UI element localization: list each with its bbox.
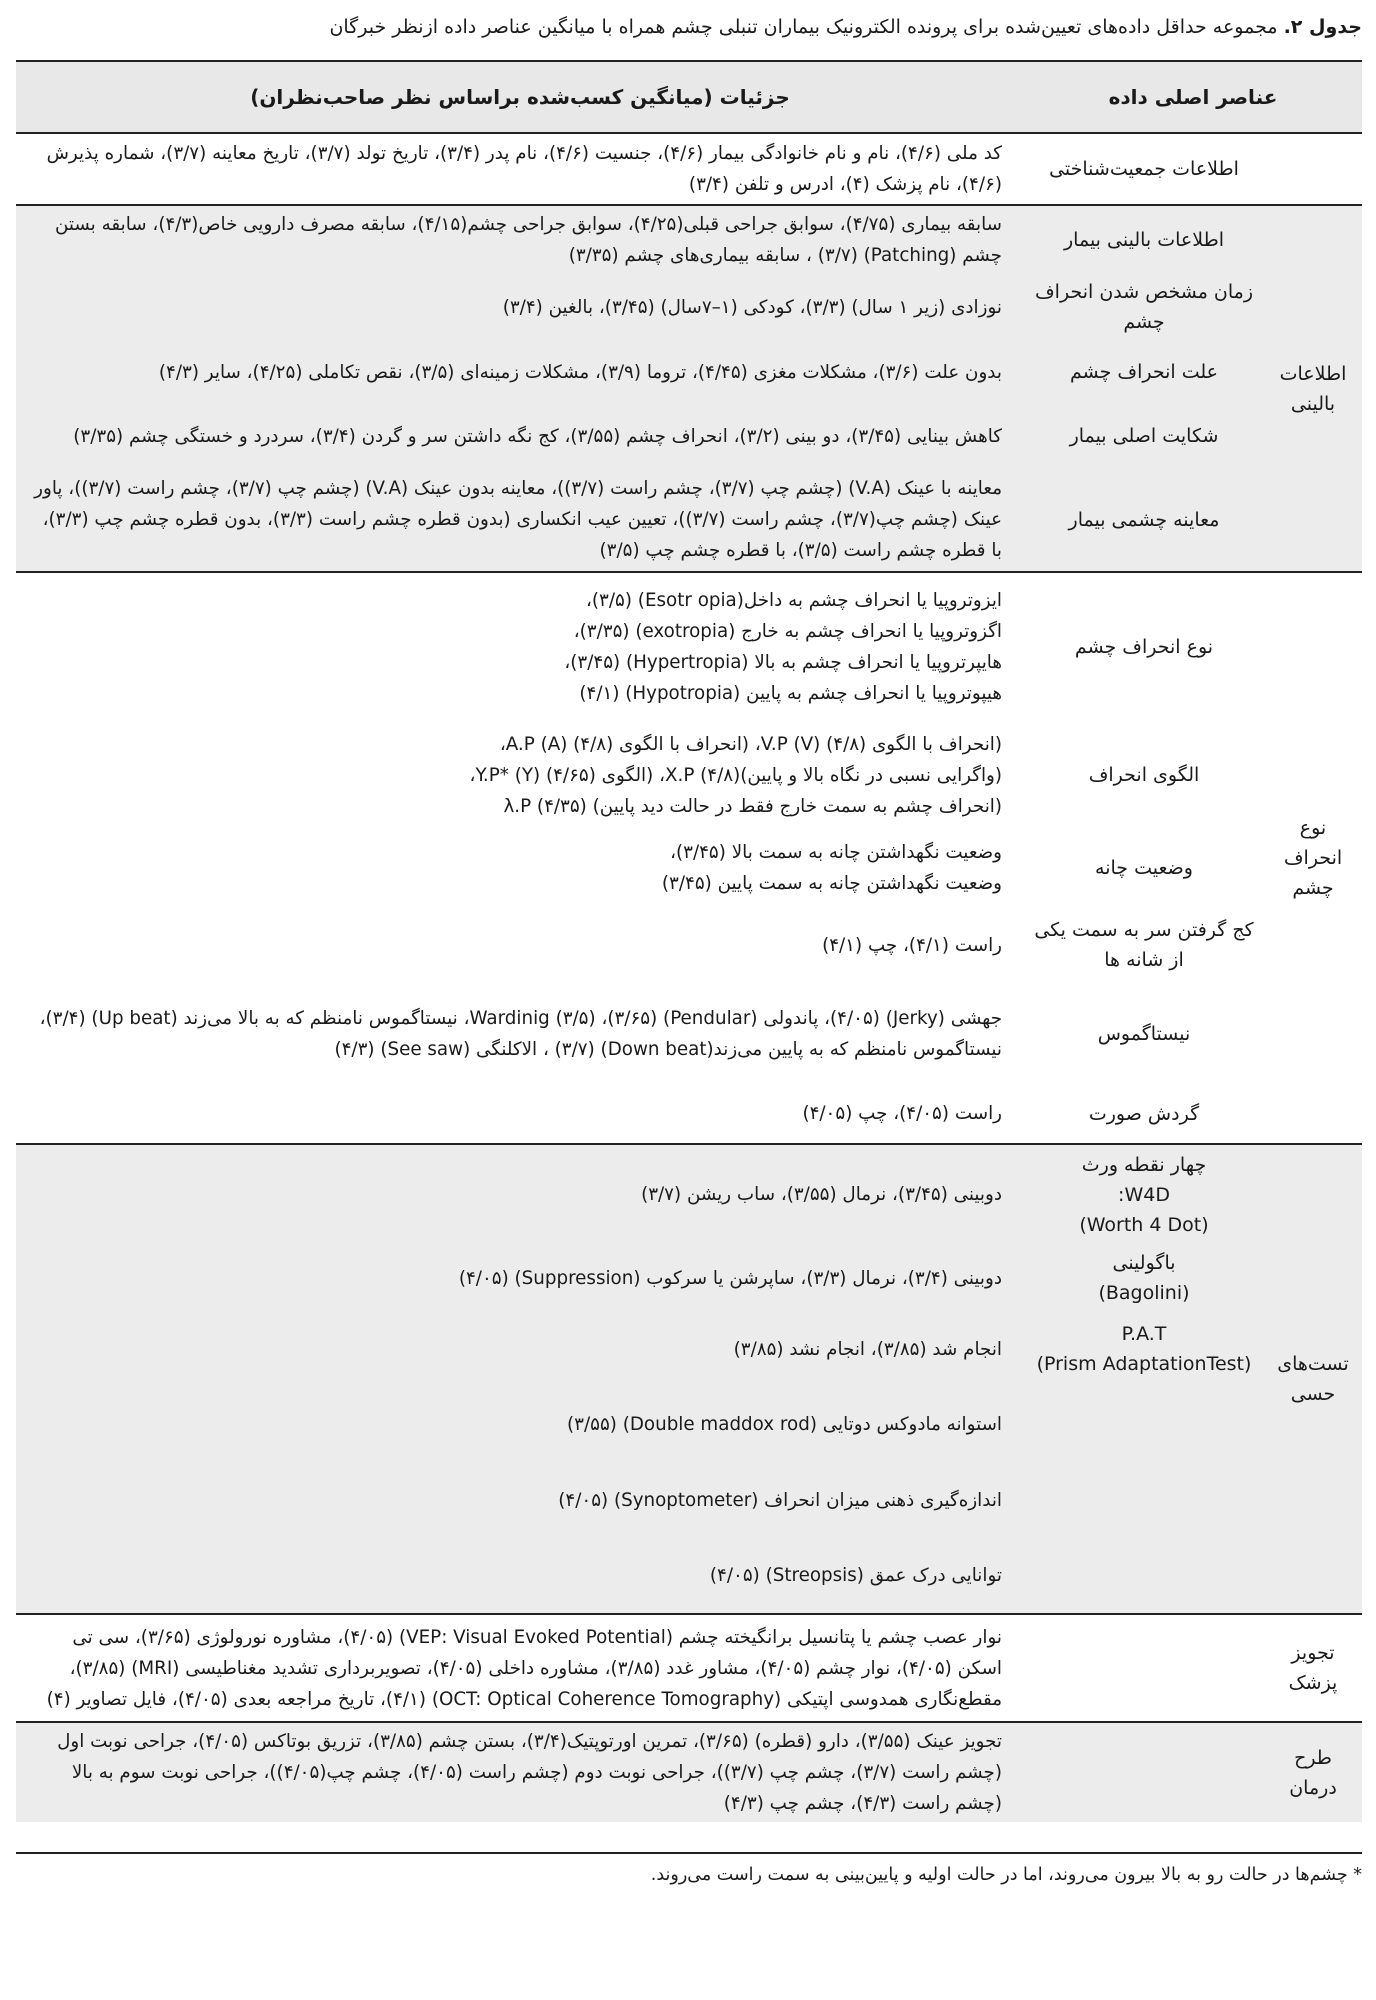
table-row [16, 906, 1362, 984]
details-cell: راست (۴/۰۵)، چپ (۴/۰۵) [802, 1103, 1002, 1124]
details-cell: نوار عصب چشم یا پتانسیل برانگیخته چشم (VEP: Visual Evoked Potential) (۴/۰۵)، مشاوره نورولوژی (۳/۶۵)، سی تی اسکن (۴/۰۵)، نوار چشم (۴/۰۵)، مشاور غدد (۳/۸۵)، مشاوره داخلی (۴/۰۵)، تصویربرداری تشدید مغناطیسی (MRI) (۳/۸۵)، مقطع‌نگاری همدوسی اپتیکی (OCT: Optical Coherence Tomography) (۴/۱)، تاریخ مراجعه بعدی (۴/۰۵)، فایل تصاویر (۴) [16, 1614, 1024, 1722]
table-row [16, 1386, 1362, 1462]
element-cell: زمان مشخص شدن انحراف چشم [1024, 274, 1264, 340]
table-row [16, 720, 1362, 830]
details-cell: توانایی درک عمق (Streopsis) (۴/۰۵) [16, 1538, 1024, 1614]
table-row [16, 830, 1362, 906]
table-row [16, 468, 1362, 572]
group-cell: طرح درمان [1264, 1722, 1362, 1822]
element-cell-empty [1024, 1462, 1264, 1538]
table-row [16, 572, 1362, 720]
element-cell: شکایت اصلی بیمار [1024, 404, 1264, 468]
element-cell: اطلاعات بالینی بیمار [1024, 205, 1264, 274]
element-cell: P.A.T (Prism AdaptationTest) [1024, 1312, 1264, 1386]
group-cell: تجویز پزشک [1264, 1614, 1362, 1722]
table-row [16, 1144, 1362, 1244]
data-elements-table [16, 62, 1362, 1822]
details-cell: دوبینی (۳/۴)، نرمال (۳/۳)، ساپرشن یا سرکوب (Suppression) (۴/۰۵) [16, 1244, 1024, 1312]
element-cell: الگوی انحراف [1088, 764, 1200, 786]
details-cell: کاهش بینایی (۳/۴۵)، دو بینی (۳/۲)، انحراف چشم (۳/۵۵)، کج نگه داشتن سر و گردن (۳/۴)، سردرد و خستگی چشم (۳/۳۵) [16, 404, 1024, 468]
table-caption-number: جدول ۲. [1283, 16, 1362, 38]
element-cell: اطلاعات جمعیت‌شناختی [1049, 158, 1239, 180]
element-cell: وضعیت چانه [1095, 857, 1193, 879]
details-cell: بدون علت (۳/۶)، مشکلات مغزی (۴/۴۵)، تروما (۳/۹)، مشکلات زمینه‌ای (۳/۵)، نقص تکاملی (۴/۲۵)، سایر (۴/۳) [16, 340, 1024, 404]
details-cell: معاینه با عینک (V.A) (چشم چپ (۳/۷)، چشم راست (۳/۷))، معاینه بدون عینک (V.A) (چشم چپ (۳/۷)، چشم راست (۳/۷))، پاور عینک (چشم چپ(۳/۷)، چشم راست (۳/۷))، تعیین عیب انکساری (بدون قطره چشم راست (۳/۳)، بدون قطره چشم چپ (۳/۳)، با قطره چشم راست (۳/۵)، با قطره چشم چپ (۳/۵) [16, 468, 1024, 572]
element-cell: گردش صورت [1088, 1102, 1200, 1125]
details-cell: کد ملی (۴/۶)، نام و نام خانوادگی بیمار (۴/۶)، جنسیت (۴/۶)، نام پدر (۳/۴)، تاریخ تولد (۳/۷)، تاریخ معاینه (۳/۷)، شماره پذیرش (۴/۶)، نام پزشک (۴)، ادرس و تلفن (۳/۴) [46, 143, 1002, 195]
table-row [16, 1244, 1362, 1312]
details-cell: راست (۴/۱)، چپ (۴/۱) [822, 934, 1002, 956]
details-cell: تجویز عینک (۳/۵۵)، دارو (قطره) (۳/۶۵)، تمرین اورتوپتیک(۳/۴)، بستن چشم (۳/۸۵)، تزریق بوتاکس (۴/۰۵)، جراحی نوبت اول (چشم راست (۳/۷)، چشم چپ (۳/۷))، جراحی نوبت دوم (چشم راست (۴/۰۵)، چشم چپ(۴/۰۵))، جراحی نوبت سوم به بالا (چشم راست (۴/۳)، چشم چپ (۴/۳) [16, 1722, 1024, 1822]
element-cell-empty [1024, 1386, 1264, 1462]
group-cell: اطلاعات بالینی [1264, 205, 1362, 572]
group-cell: نوع انحراف چشم [1264, 572, 1362, 1144]
table-row [16, 1722, 1362, 1822]
table-row [16, 1084, 1362, 1144]
table-row [16, 340, 1362, 404]
header-main-elements: عناصر اصلی داده [1024, 62, 1362, 133]
details-cell: نوزادی (زیر ۱ سال) (۳/۳)، کودکی (۱–۷سال) (۳/۴۵)، بالغین (۳/۴) [16, 274, 1024, 340]
table-footnote: * چشم‌ها در حالت رو به بالا بیرون می‌روند، اما در حالت اولیه و پایین‌بینی به سمت راست می‌روند. [650, 1865, 1362, 1885]
table-row [16, 1538, 1362, 1614]
element-cell: کج گرفتن سر به سمت یکی از شانه ها [1034, 919, 1254, 971]
table-row [16, 984, 1362, 1084]
element-cell: معاینه چشمی بیمار [1024, 468, 1264, 572]
details-cell: انجام شد (۳/۸۵)، انجام نشد (۳/۸۵) [16, 1312, 1024, 1386]
details-cell: وضعیت نگهداشتن چانه به سمت بالا (۳/۴۵)، وضعیت نگهداشتن چانه به سمت پایین (۳/۴۵) [661, 842, 1002, 894]
details-cell: استوانه مادوکس دوتایی (Double maddox rod) (۳/۵۵) [16, 1386, 1024, 1462]
details-cell: اندازه‌گیری ذهنی میزان انحراف (Synoptometer) (۴/۰۵) [16, 1462, 1024, 1538]
document-page [16, 0, 1362, 2000]
element-cell-empty [1024, 1614, 1264, 1722]
element-cell: نیستاگموس [1097, 1023, 1191, 1045]
element-cell: نوع انحراف چشم [1024, 572, 1264, 720]
element-cell: چهار نقطه ورث W4D: (Worth 4 Dot) [1024, 1144, 1264, 1244]
table-header-row [16, 62, 1362, 133]
header-details: جزئیات (میانگین کسب‌شده براساس نظر صاحب‌نظران) [16, 62, 1024, 133]
details-cell: دوبینی (۳/۴۵)، نرمال (۳/۵۵)، ساب ریشن (۳/۷) [16, 1144, 1024, 1244]
details-cell: سابقه بیماری (۴/۷۵)، سوابق جراحی قبلی(۴/۲۵)، سوابق جراحی چشم(۴/۱۵)، سابقه مصرف دارویی خاص(۴/۳)، سابقه بستن چشم (Patching) (۳/۷) ، سابقه بیماری‌های چشم (۳/۳۵) [16, 205, 1024, 274]
table-row [16, 1312, 1362, 1386]
group-cell: تست‌های حسی [1264, 1144, 1362, 1614]
element-cell: علت انحراف چشم [1024, 340, 1264, 404]
details-cell: جهشی (Jerky) (۴/۰۵)، پاندولی (Pendular) (۳/۶۵)، Wardinig (۳/۵)، نیستاگموس نامنظم که به بالا می‌زند (Up beat) (۳/۴)، نیستاگموس نامنظم که به پایین می‌زند(Down beat) (۳/۷) ، الاکلنگی (See saw) (۴/۳) [39, 1008, 1002, 1060]
group-cell-empty [1264, 133, 1362, 205]
table-row [16, 133, 1362, 205]
table-caption-text: مجموعه حداقل داده‌های تعیین‌شده برای پرونده الکترونیک بیماران تنبلی چشم همراه با میانگین عناصر داده ازنظر خبرگان [329, 16, 1278, 38]
table-row [16, 404, 1362, 468]
table-row [16, 1614, 1362, 1722]
element-cell-empty [1024, 1722, 1264, 1822]
table-row [16, 274, 1362, 340]
element-cell-empty [1024, 1538, 1264, 1614]
table-row [16, 1462, 1362, 1538]
table-bottom-rule [16, 1852, 1362, 1854]
details-cell: (انحراف با الگوی V.P (V) (۴/۸)، (انحراف با الگوی A.P (A) (۴/۸)، (واگرایی نسبی در نگاه بالا و پایین)X.P (۴/۸)، (الگوی Y.P* (Y) (۴/۶۵)، (انحراف چشم به سمت خارج فقط در حالت دید پایین) λ.P (۴/۳۵) [469, 733, 1002, 817]
table-caption [16, 14, 1362, 40]
element-cell: باگولینی (Bagolini) [1024, 1244, 1264, 1312]
details-cell: ایزوتروپیا یا انحراف چشم به داخل(Esotr opia) (۳/۵)، اگزوتروپیا یا انحراف چشم به خارج (exotropia) (۳/۳۵)، هایپرتروپیا یا انحراف چشم به بالا (Hypertropia) (۳/۴۵)، هیپوتروپیا یا انحراف چشم به پایین (Hypotropia) (۴/۱) [16, 572, 1024, 720]
table-row [16, 205, 1362, 274]
